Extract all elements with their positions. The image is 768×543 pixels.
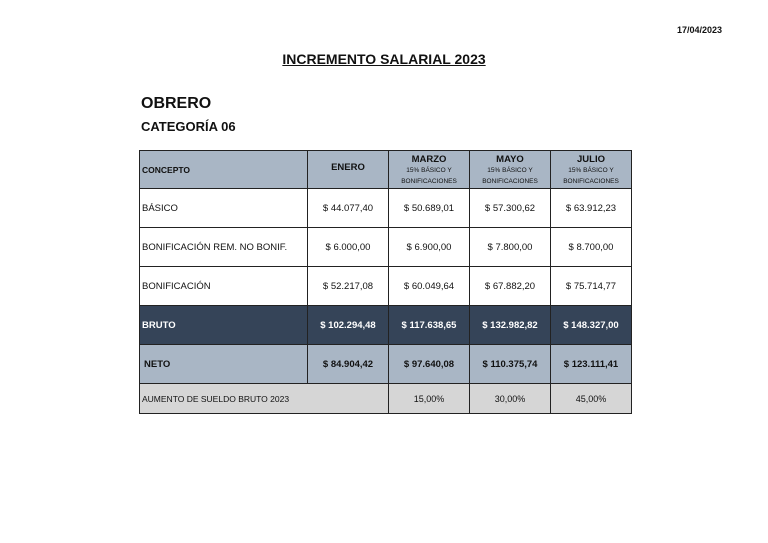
table-cell: $ 117.638,65: [389, 306, 470, 345]
header-month-julio: JULIO 15% BÁSICO Y BONIFICACIONES: [551, 151, 632, 189]
table-cell: $ 52.217,08: [308, 267, 389, 306]
table-cell: $ 63.912,23: [551, 189, 632, 228]
table-cell: $ 44.077,40: [308, 189, 389, 228]
table-cell: $ 75.714,77: [551, 267, 632, 306]
table-row-bonificacion-rem: [140, 228, 632, 267]
table-cell: $ 60.049,64: [389, 267, 470, 306]
table-cell: $ 57.300,62: [470, 189, 551, 228]
row-label: BONIFICACIÓN: [140, 267, 308, 306]
table-cell: $ 102.294,48: [308, 306, 389, 345]
salary-table: [139, 150, 632, 414]
header-month-mayo: MAYO 15% BÁSICO Y BONIFICACIONES: [470, 151, 551, 189]
table-cell: $ 123.111,41: [551, 345, 632, 384]
table-cell: $ 8.700,00: [551, 228, 632, 267]
table-cell: $ 84.904,42: [308, 345, 389, 384]
header-month-marzo: MARZO 15% BÁSICO Y BONIFICACIONES: [389, 151, 470, 189]
table-cell: $ 148.327,00: [551, 306, 632, 345]
table-row-neto: [140, 345, 632, 384]
table-cell: $ 97.640,08: [389, 345, 470, 384]
table-cell: $ 110.375,74: [470, 345, 551, 384]
row-label: AUMENTO DE SUELDO BRUTO 2023: [140, 384, 389, 414]
table-cell: $ 132.982,82: [470, 306, 551, 345]
table-row-bonificacion: [140, 267, 632, 306]
worker-type-heading: OBRERO: [141, 95, 212, 112]
row-label: BÁSICO: [140, 189, 308, 228]
table-cell: $ 6.000,00: [308, 228, 389, 267]
document-title: INCREMENTO SALARIAL 2023: [282, 51, 486, 67]
table-cell: $ 7.800,00: [470, 228, 551, 267]
table-cell: $ 50.689,01: [389, 189, 470, 228]
header-concept: CONCEPTO: [140, 151, 308, 189]
row-label: BRUTO: [140, 306, 308, 345]
table-row-aumento: [140, 384, 632, 414]
table-header-row: [140, 151, 632, 189]
table-cell: 45,00%: [551, 384, 632, 414]
table-cell: $ 67.882,20: [470, 267, 551, 306]
table-cell: 30,00%: [470, 384, 551, 414]
category-heading: CATEGORÍA 06: [141, 119, 236, 134]
document-date: 17/04/2023: [676, 25, 722, 35]
table-cell: 15,00%: [389, 384, 470, 414]
header-month-enero: ENERO: [308, 151, 389, 189]
row-label: NETO: [140, 345, 308, 384]
table-row-basico: [140, 189, 632, 228]
table-cell: $ 6.900,00: [389, 228, 470, 267]
table-row-bruto: [140, 306, 632, 345]
row-label: BONIFICACIÓN REM. NO BONIF.: [140, 228, 308, 267]
